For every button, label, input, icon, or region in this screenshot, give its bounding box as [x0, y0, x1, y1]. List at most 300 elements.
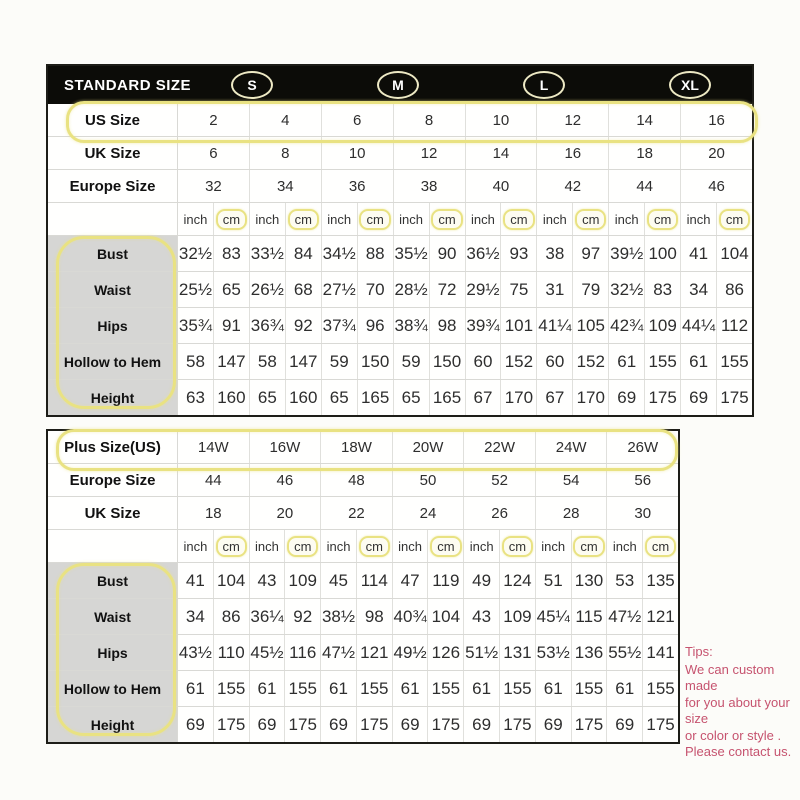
size-value: 6 [178, 137, 250, 169]
cm-unit-label: cm [287, 536, 318, 557]
inch-unit-label: inch [250, 530, 286, 562]
measure-value: 109 [645, 308, 681, 343]
measure-value: 27½ [322, 272, 358, 307]
size-row-europe-size [48, 169, 752, 202]
measure-value: 98 [430, 308, 466, 343]
measure-value: 175 [285, 707, 321, 742]
measure-value: 91 [214, 308, 250, 343]
measure-value: 45½ [250, 635, 286, 670]
measure-value: 116 [285, 635, 321, 670]
size-value: 16 [537, 137, 609, 169]
size-value: 20 [708, 144, 725, 162]
cm-unit-cell [428, 530, 464, 562]
measure-value: 155 [357, 671, 393, 706]
cm-unit-label: cm [288, 209, 319, 230]
size-value: 8 [250, 137, 322, 169]
measure-value: 135 [646, 570, 675, 590]
size-value: 14 [466, 137, 538, 169]
measure-value: 84 [286, 236, 322, 271]
size-value: 20W [393, 431, 465, 463]
measure-row-waist [48, 271, 752, 307]
size-value: 18 [178, 497, 250, 529]
measure-row-height [48, 379, 752, 415]
measure-value: 40¾ [393, 599, 429, 634]
measure-value: 90 [430, 236, 466, 271]
measure-value: 49 [464, 563, 500, 598]
measure-value: 59 [394, 344, 430, 379]
measure-value: 136 [572, 635, 608, 670]
measure-value: 45 [321, 563, 357, 598]
size-values [178, 170, 752, 202]
size-value: 34 [250, 170, 322, 202]
measure-value: 41 [681, 236, 717, 271]
standard-measurement-rows [48, 235, 752, 415]
tips-note [685, 644, 799, 761]
measure-label: Height [48, 707, 178, 742]
measure-value: 115 [572, 599, 608, 634]
measure-value: 175 [646, 714, 675, 734]
measure-value: 160 [214, 380, 250, 415]
cm-unit-cell [430, 203, 466, 235]
measure-value: 79 [573, 272, 609, 307]
size-value: 8 [394, 104, 466, 136]
inch-unit-label: inch [466, 203, 502, 235]
cm-unit-cell [572, 530, 608, 562]
measure-row-bust [48, 562, 678, 598]
measure-value: 155 [645, 344, 681, 379]
measure-value: 39¾ [466, 308, 502, 343]
measure-values [178, 344, 752, 379]
size-value: 14 [609, 104, 681, 136]
unit-cells [178, 203, 752, 235]
size-value: 14W [178, 431, 250, 463]
cm-unit-label: cm [645, 536, 676, 557]
measure-value: 150 [358, 344, 394, 379]
measure-value: 141 [646, 642, 675, 662]
measure-value: 86 [214, 599, 250, 634]
measure-label: Waist [48, 272, 178, 307]
measure-value: 69 [393, 707, 429, 742]
measure-value: 119 [428, 563, 464, 598]
cm-unit-label: cm [719, 209, 750, 230]
size-value: 46 [250, 464, 322, 496]
measure-value: 34 [178, 599, 214, 634]
size-value: 12 [394, 137, 466, 169]
measure-value: 121 [357, 635, 393, 670]
plus-measurement-rows [48, 562, 678, 742]
measure-value: 63 [178, 380, 214, 415]
size-value: 4 [250, 104, 322, 136]
cm-unit-cell [573, 203, 609, 235]
measure-value: 58 [178, 344, 214, 379]
measure-row-hollow-to-hem [48, 670, 678, 706]
size-value: 38 [394, 170, 466, 202]
tips-line: or color or style . [685, 727, 782, 743]
measure-value: 72 [430, 272, 466, 307]
size-value: 24W [536, 431, 608, 463]
measure-label: Hollow to Hem [48, 344, 178, 379]
size-value: 30 [634, 504, 652, 522]
measure-value: 34½ [322, 236, 358, 271]
measure-row-hips [48, 634, 678, 670]
measure-value: 32½ [609, 272, 645, 307]
standard-size-table [46, 64, 754, 417]
measure-values [178, 272, 752, 307]
measure-value: 114 [357, 563, 393, 598]
measure-value: 83 [645, 272, 681, 307]
measure-value: 61 [607, 671, 643, 706]
row-label: Plus Size(US) [48, 431, 178, 463]
measure-value: 65 [250, 380, 286, 415]
tips-title: Tips: [685, 644, 713, 659]
measure-value: 104 [428, 599, 464, 634]
measure-row-bust [48, 235, 752, 271]
measure-value: 96 [358, 308, 394, 343]
size-value: 2 [178, 104, 250, 136]
cm-unit-cell [501, 203, 537, 235]
measure-value: 61 [250, 671, 286, 706]
measure-value: 155 [500, 671, 536, 706]
size-value: 50 [393, 464, 465, 496]
size-values [178, 431, 678, 463]
measure-value: 60 [466, 344, 502, 379]
measure-value: 101 [501, 308, 537, 343]
measure-value: 36¾ [250, 308, 286, 343]
cm-unit-cell [285, 530, 321, 562]
unit-cells [178, 530, 678, 562]
measure-value: 47½ [607, 599, 643, 634]
standard-size-header [48, 66, 752, 104]
cm-unit-cell [643, 530, 678, 562]
size-value: 54 [536, 464, 608, 496]
measure-value: 44¼ [681, 308, 717, 343]
measure-row-waist [48, 598, 678, 634]
measure-value: 147 [214, 344, 250, 379]
measure-value: 61 [464, 671, 500, 706]
measure-value: 35½ [394, 236, 430, 271]
size-value: 6 [322, 104, 394, 136]
measure-value: 112 [720, 315, 749, 335]
size-value: 42 [537, 170, 609, 202]
tips-line: for you about your size [685, 694, 790, 726]
measure-value: 69 [250, 707, 286, 742]
measure-value: 69 [178, 707, 214, 742]
size-value: 52 [464, 464, 536, 496]
size-value: 18 [609, 137, 681, 169]
size-badge-xl: XL [669, 71, 711, 99]
cm-unit-label: cm [502, 536, 533, 557]
measure-value: 175 [428, 707, 464, 742]
cm-unit-label: cm [216, 536, 247, 557]
measure-value: 152 [573, 344, 609, 379]
measure-value: 155 [214, 671, 250, 706]
measure-value: 49½ [393, 635, 429, 670]
measure-values [178, 707, 678, 742]
measure-value: 35¾ [178, 308, 214, 343]
measure-value: 32½ [178, 236, 214, 271]
plus-unit-row [48, 529, 678, 562]
measure-value: 175 [500, 707, 536, 742]
size-value: 26 [464, 497, 536, 529]
unit-row-empty-label [48, 203, 178, 235]
row-label: Europe Size [48, 464, 178, 496]
size-value: 18W [321, 431, 393, 463]
measure-value: 65 [394, 380, 430, 415]
measure-value: 175 [645, 380, 681, 415]
inch-unit-label: inch [681, 203, 717, 235]
size-value: 22 [321, 497, 393, 529]
measure-value: 47 [393, 563, 429, 598]
unit-row [48, 202, 752, 235]
measure-value: 29½ [466, 272, 502, 307]
inch-unit-label: inch [250, 203, 286, 235]
unit-row [48, 529, 678, 562]
cm-unit-label: cm [573, 536, 604, 557]
plus-size-conversion-rows [48, 431, 678, 529]
inch-unit-label: inch [536, 530, 572, 562]
row-label: Europe Size [48, 170, 178, 202]
measure-value: 65 [322, 380, 358, 415]
measure-value: 34 [681, 272, 717, 307]
measure-value: 41¼ [537, 308, 573, 343]
measure-value: 92 [285, 599, 321, 634]
measure-label: Bust [48, 236, 178, 271]
inch-unit-label: inch [607, 530, 643, 562]
size-value: 44 [609, 170, 681, 202]
measure-value: 175 [720, 387, 749, 407]
measure-value: 170 [573, 380, 609, 415]
measure-value: 37¾ [322, 308, 358, 343]
measure-value: 130 [572, 563, 608, 598]
size-row-uk-size [48, 136, 752, 169]
inch-unit-label: inch [322, 203, 358, 235]
inch-unit-label: inch [394, 203, 430, 235]
size-values [178, 497, 678, 529]
measure-value: 92 [286, 308, 322, 343]
measure-values [178, 236, 752, 271]
measure-value: 42¾ [609, 308, 645, 343]
measure-value: 152 [501, 344, 537, 379]
inch-unit-label: inch [178, 203, 214, 235]
measure-value: 110 [214, 635, 250, 670]
row-label: US Size [48, 104, 178, 136]
measure-value: 53 [607, 563, 643, 598]
measure-value: 104 [720, 243, 749, 263]
measure-value: 51½ [464, 635, 500, 670]
measure-value: 69 [607, 707, 643, 742]
size-badge-m: M [377, 71, 419, 99]
measure-value: 43½ [178, 635, 214, 670]
size-value: 26W [627, 438, 659, 456]
measure-value: 86 [725, 279, 744, 299]
measure-value: 69 [321, 707, 357, 742]
plus-size-table [46, 429, 680, 744]
cm-unit-label: cm [430, 536, 461, 557]
measure-value: 155 [646, 678, 675, 698]
size-value: 56 [634, 471, 652, 489]
size-value: 44 [178, 464, 250, 496]
measure-value: 31 [537, 272, 573, 307]
size-value: 16 [708, 111, 725, 129]
size-value: 40 [466, 170, 538, 202]
size-value: 24 [393, 497, 465, 529]
size-value: 12 [537, 104, 609, 136]
size-badge-s: S [231, 71, 273, 99]
size-row-uk-size [48, 496, 678, 529]
tips-line: We can custom made [685, 661, 775, 693]
measure-value: 83 [214, 236, 250, 271]
measure-value: 104 [214, 563, 250, 598]
measure-value: 39½ [609, 236, 645, 271]
measure-values [178, 599, 678, 634]
measure-values [178, 308, 752, 343]
size-row-europe-size [48, 463, 678, 496]
measure-value: 43 [250, 563, 286, 598]
measure-label: Hollow to Hem [48, 671, 178, 706]
measure-value: 38½ [321, 599, 357, 634]
measure-value: 43 [464, 599, 500, 634]
size-row-us-size [48, 104, 752, 136]
size-value: 32 [178, 170, 250, 202]
cm-unit-cell [717, 203, 752, 235]
measure-label: Height [48, 380, 178, 415]
measure-value: 155 [720, 351, 749, 371]
measure-value: 100 [645, 236, 681, 271]
measure-value: 155 [428, 671, 464, 706]
measure-value: 61 [681, 344, 717, 379]
measure-value: 170 [501, 380, 537, 415]
measure-value: 67 [537, 380, 573, 415]
measure-value: 175 [572, 707, 608, 742]
inch-unit-label: inch [609, 203, 645, 235]
measure-value: 109 [285, 563, 321, 598]
measure-value: 69 [681, 380, 717, 415]
measure-label: Waist [48, 599, 178, 634]
cm-unit-cell [214, 203, 250, 235]
measure-value: 88 [358, 236, 394, 271]
measure-value: 124 [500, 563, 536, 598]
measure-value: 67 [466, 380, 502, 415]
measure-value: 25½ [178, 272, 214, 307]
cm-unit-label: cm [503, 209, 534, 230]
measure-label: Hips [48, 308, 178, 343]
measure-value: 93 [501, 236, 537, 271]
measure-value: 61 [393, 671, 429, 706]
measure-row-hollow-to-hem [48, 343, 752, 379]
size-value: 10 [466, 104, 538, 136]
measure-value: 59 [322, 344, 358, 379]
measure-value: 105 [573, 308, 609, 343]
cm-unit-cell [286, 203, 322, 235]
measure-row-height [48, 706, 678, 742]
measure-value: 68 [286, 272, 322, 307]
standard-size-conversion-rows [48, 104, 752, 202]
size-value: 22W [464, 431, 536, 463]
cm-unit-label: cm [359, 536, 390, 557]
measure-row-hips [48, 307, 752, 343]
measure-value: 47½ [321, 635, 357, 670]
size-badge-l: L [523, 71, 565, 99]
measure-value: 69 [536, 707, 572, 742]
size-value: 48 [321, 464, 393, 496]
measure-value: 28½ [394, 272, 430, 307]
measure-value: 131 [500, 635, 536, 670]
unit-row-empty-label [48, 530, 178, 562]
cm-unit-label: cm [431, 209, 462, 230]
size-value: 46 [708, 177, 725, 195]
measure-value: 38 [537, 236, 573, 271]
size-value: 28 [536, 497, 608, 529]
size-value: 20 [250, 497, 322, 529]
measure-value: 61 [536, 671, 572, 706]
measure-value: 160 [286, 380, 322, 415]
size-value: 10 [322, 137, 394, 169]
tips-line: Please contact us. [685, 744, 792, 759]
measure-value: 165 [430, 380, 466, 415]
measure-value: 69 [464, 707, 500, 742]
inch-unit-label: inch [393, 530, 429, 562]
size-value: 16W [250, 431, 322, 463]
inch-unit-label: inch [321, 530, 357, 562]
measure-value: 126 [428, 635, 464, 670]
inch-unit-label: inch [464, 530, 500, 562]
standard-size-title: STANDARD SIZE [64, 76, 192, 94]
size-values [178, 137, 752, 169]
measure-value: 61 [178, 671, 214, 706]
measure-values [178, 380, 752, 415]
measure-value: 38¾ [394, 308, 430, 343]
measure-value: 70 [358, 272, 394, 307]
measure-value: 36½ [466, 236, 502, 271]
cm-unit-label: cm [647, 209, 678, 230]
size-values [178, 464, 678, 496]
measure-value: 121 [646, 606, 675, 626]
measure-value: 65 [214, 272, 250, 307]
cm-unit-label: cm [359, 209, 390, 230]
measure-value: 155 [572, 671, 608, 706]
cm-unit-cell [214, 530, 250, 562]
measure-value: 175 [214, 707, 250, 742]
cm-unit-cell [358, 203, 394, 235]
measure-values [178, 671, 678, 706]
size-value: 36 [322, 170, 394, 202]
measure-value: 165 [358, 380, 394, 415]
measure-value: 60 [537, 344, 573, 379]
measure-value: 109 [500, 599, 536, 634]
measure-value: 33½ [250, 236, 286, 271]
measure-label: Bust [48, 563, 178, 598]
measure-label: Hips [48, 635, 178, 670]
measure-value: 45¼ [536, 599, 572, 634]
measure-value: 97 [573, 236, 609, 271]
cm-unit-label: cm [216, 209, 247, 230]
row-label: UK Size [48, 137, 178, 169]
measure-value: 36¼ [250, 599, 286, 634]
measure-value: 147 [286, 344, 322, 379]
cm-unit-cell [357, 530, 393, 562]
measure-value: 53½ [536, 635, 572, 670]
measure-value: 51 [536, 563, 572, 598]
measure-value: 98 [357, 599, 393, 634]
measure-value: 26½ [250, 272, 286, 307]
cm-unit-cell [645, 203, 681, 235]
measure-value: 69 [609, 380, 645, 415]
inch-unit-label: inch [178, 530, 214, 562]
row-label: UK Size [48, 497, 178, 529]
measure-values [178, 635, 678, 670]
size-row-plus-size-us [48, 431, 678, 463]
measure-value: 55½ [607, 635, 643, 670]
